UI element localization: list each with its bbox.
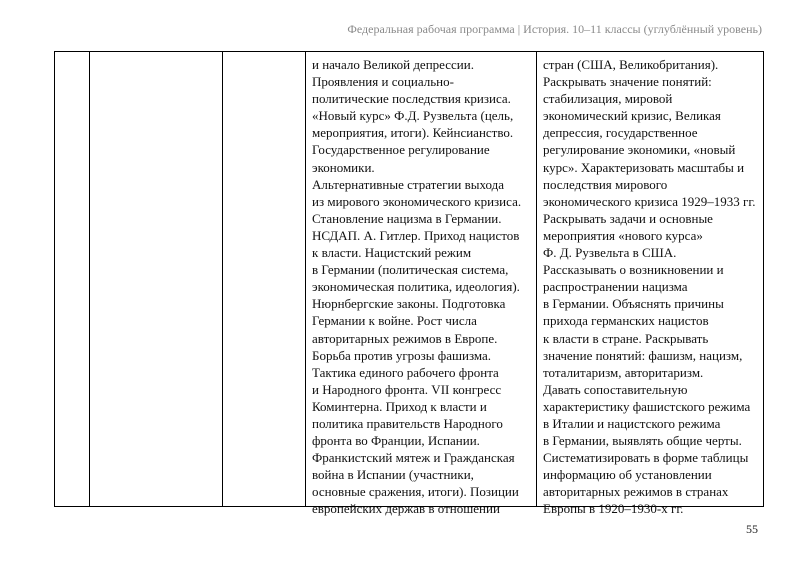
text-line: Альтернативные стратегии выхода [312, 176, 505, 192]
text-line: экономики. [312, 159, 375, 175]
text-line: стран (США, Великобритания). [543, 57, 719, 72]
text-line: Систематизировать в форме таблицы [543, 450, 749, 466]
text-line: война в Испании (участники, [312, 467, 474, 483]
text-line: Европы в 1920–1930-х гг. [543, 501, 684, 517]
content-text [306, 52, 536, 517]
text-line: к власти. Нацистский режим [312, 245, 472, 261]
text-line: европейских держав в отношении [312, 501, 500, 517]
text-line: курс». Характеризовать масштабы и [543, 159, 745, 175]
page-number: 55 [746, 522, 758, 536]
curriculum-table [54, 51, 764, 517]
text-line: экономический кризис, Великая [543, 108, 721, 124]
text-line: Раскрывать задачи и основные [543, 210, 713, 226]
text-line: авторитарных режимов в Европе. [312, 330, 498, 346]
text-line: НСДАП. А. Гитлер. Приход нацистов [312, 227, 520, 243]
text-line: основные сражения, итоги). Позиции [312, 484, 519, 500]
text-line: депрессия, государственное [543, 125, 698, 141]
text-line: тоталитаризм, авторитаризм. [543, 364, 704, 380]
table-row [55, 52, 764, 507]
activity-cell [537, 52, 764, 517]
text-line: значение понятий: фашизм, нацизм, [543, 347, 743, 363]
text-line: Становление нацизма в Германии. [312, 210, 502, 226]
text-line: Нюрнбергские законы. Подготовка [312, 296, 506, 312]
text-line: к власти в стране. Раскрывать [543, 330, 709, 346]
content-cell [306, 52, 537, 517]
text-line: регулирование экономики, «новый [543, 142, 736, 158]
text-line: экономическая политика, идеология). [312, 279, 520, 295]
text-line: Франкистский мятеж и Гражданская [312, 450, 515, 466]
text-line: Германии к войне. Рост числа [312, 313, 477, 329]
text-line: и начало Великой депрессии. [312, 57, 474, 72]
running-header: Федеральная рабочая программа | История. 10–11 классы (углублённый уровень) [347, 22, 762, 36]
text-line: в Германии. Объяснять причины [543, 296, 724, 312]
text-line: Раскрывать значение понятий: [543, 74, 712, 90]
text-line: в Германии (политическая система, [312, 262, 509, 278]
text-line: мероприятия, итоги). Кейнсианство. [312, 125, 514, 141]
text-line: из мирового экономического кризиса. [312, 193, 522, 209]
text-line: экономического кризиса 1929–1933 гг. [543, 193, 756, 209]
text-line: Коминтерна. Приход к власти и [312, 398, 487, 414]
text-line: фронта во Франции, Испании. [312, 433, 480, 449]
activity-text [537, 52, 763, 517]
text-line: в Италии и нацистского режима [543, 415, 721, 431]
text-line: Проявления и социально- [312, 74, 454, 90]
text-line: в Германии, выявлять общие черты. [543, 433, 742, 449]
section-cell [90, 52, 223, 507]
number-cell [55, 52, 90, 507]
text-line: «Новый курс» Ф.Д. Рузвельта (цель, [312, 108, 514, 124]
text-line: Ф. Д. Рузвельта в США. [543, 245, 677, 261]
text-line: стабилизация, мировой [543, 91, 673, 107]
text-line: Государственное регулирование [312, 142, 490, 158]
text-line: Тактика единого рабочего фронта [312, 364, 499, 380]
text-line: прихода германских нацистов [543, 313, 709, 329]
text-line: информацию об установлении [543, 467, 712, 483]
text-line: Рассказывать о возникновении и [543, 262, 724, 278]
text-line: политика правительств Народного [312, 415, 503, 431]
hours-cell [223, 52, 306, 507]
text-line: последствия мирового [543, 176, 668, 192]
text-line: Давать сопоставительную [543, 381, 688, 397]
text-line: политические последствия кризиса. [312, 91, 511, 107]
text-line: Борьба против угрозы фашизма. [312, 347, 492, 363]
text-line: авторитарных режимов в странах [543, 484, 729, 500]
text-line: распространении нацизма [543, 279, 688, 295]
text-line: мероприятия «нового курса» [543, 227, 703, 243]
text-line: характеристику фашистского режима [543, 398, 751, 414]
text-line: и Народного фронта. VII конгресс [312, 381, 502, 397]
